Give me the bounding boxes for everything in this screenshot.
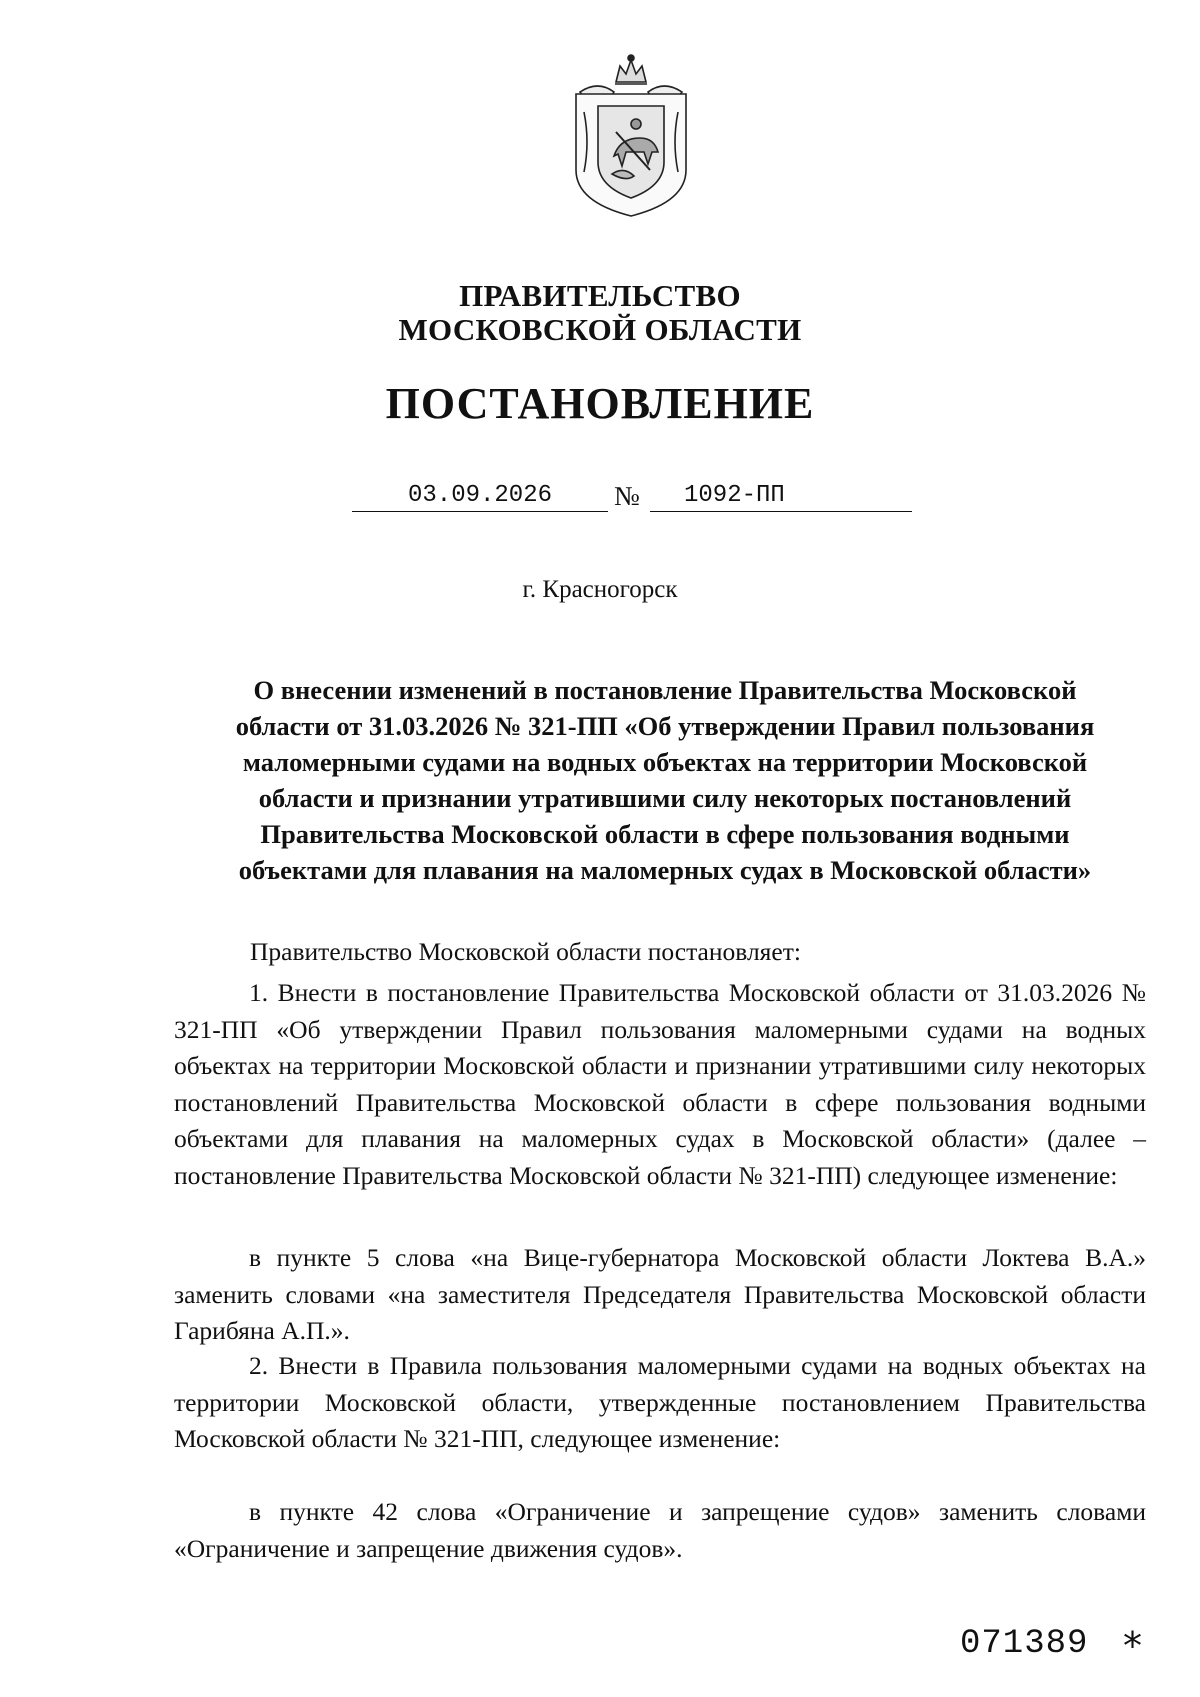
title-line: области и признании утратившими силу некоторых постановлений [258,783,1072,813]
intro-paragraph: Правительство Московской области постановляет: [250,937,801,966]
document-type: ПОСТАНОВЛЕНИЕ [385,379,815,428]
title-line: Правительства Московской области в сфере пользования водными [260,819,1070,849]
serial-number: 071389 [960,1625,1089,1663]
paragraph-1-change: в пункте 5 слова «на Вице-губернатора Московской области Локтева В.А.» заменить словами «на заместителя Председателя Правительства Московской области Гарибяна А.П.». [174,1243,1146,1345]
city-name: г. Красногорск [522,576,678,603]
number-sign: № [614,481,640,511]
document-date: 03.09.2026 [407,482,553,509]
coat-of-arms-emblem [568,52,694,218]
title-line: маломерными судами на водных объектах на территории Московской [242,747,1088,777]
org-name-line1: ПРАВИТЕЛЬСТВО [459,278,741,313]
paragraph-1: 1. Внести в постановление Правительства Московской области от 31.03.2026 № 321-ПП «Об утверждении Правил пользования маломерными судами на водных объектах на территории Московской области и признании утратившими силу некоторых постановлений Правительства Московской области в сфере пользования водными объектами для плавания на маломерных судах в Московской области» (далее – постановление Правительства Московской области № 321-ПП) следующее изменение: [174,978,1146,1190]
document-number: 1092-ПП [684,482,785,509]
paragraph-2-change: в пункте 42 слова «Ограничение и запрещение судов» заменить словами «Ограничение и запрещение движения судов». [174,1497,1146,1563]
paragraph-2: 2. Внести в Правила пользования маломерными судами на водных объектах на территории Московской области, утвержденные постановлением Правительства Московской области № 321-ПП, следующее изменение: [174,1351,1146,1453]
number-underline [650,511,912,512]
org-name-line2: МОСКОВСКОЙ ОБЛАСТИ [398,312,802,347]
title-line: объектами для плавания на маломерных судах в Московской области» [238,855,1092,885]
title-line: области от 31.03.2026 № 321-ПП «Об утверждении Правил пользования [235,711,1095,741]
date-underline [352,511,608,512]
title-line: О внесении изменений в постановление Правительства Московской [253,675,1077,705]
asterisk-mark: * [1123,1624,1142,1668]
document-title [190,672,1140,888]
